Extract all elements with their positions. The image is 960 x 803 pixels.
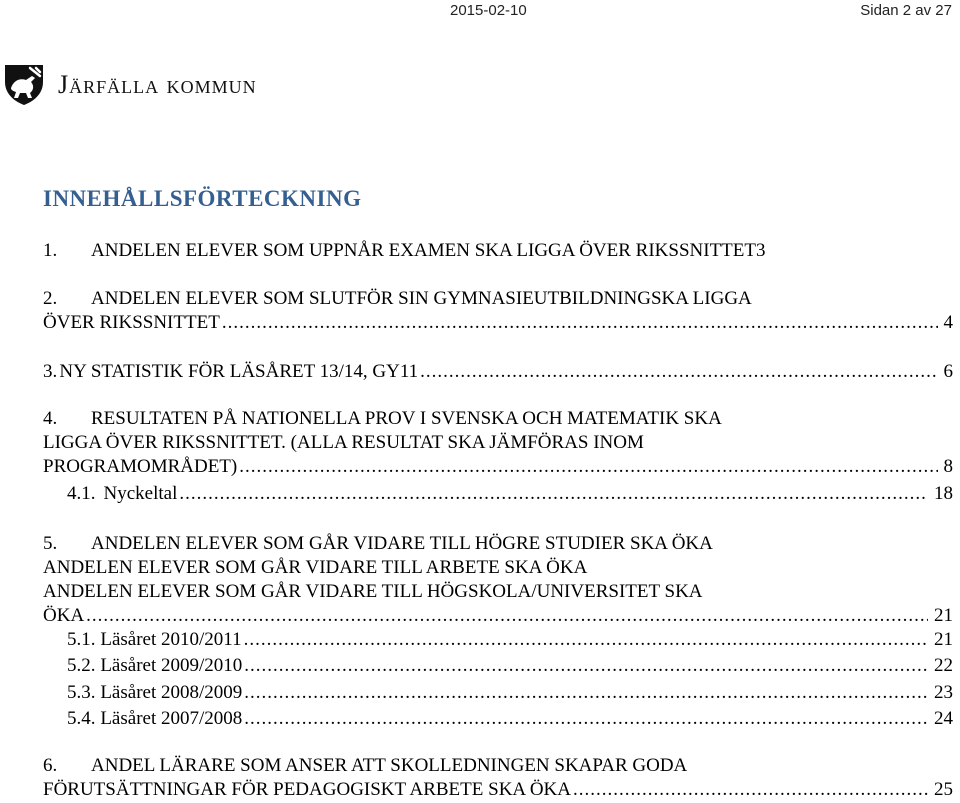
toc-entry-text: NY STATISTIK FÖR LÄSÅRET 13/14, GY11 bbox=[59, 361, 419, 382]
toc-entry-line[interactable] bbox=[43, 408, 953, 430]
toc-dot-leader bbox=[244, 655, 928, 677]
toc-entry-text: ANDELEN ELEVER SOM SLUTFÖR SIN GYMNASIEUTBILDNINGSKA LIGGA bbox=[91, 288, 752, 309]
toc-entry-number: 3. bbox=[43, 361, 58, 382]
toc-subentry-line[interactable] bbox=[67, 483, 953, 505]
toc-page-number: 6 bbox=[943, 361, 953, 382]
toc-subentry-line[interactable] bbox=[67, 629, 953, 651]
toc-entry-text: LIGGA ÖVER RIKSSNITTET. (ALLA RESULTAT SKA JÄMFÖRAS INOM bbox=[43, 432, 644, 453]
toc-entry-line[interactable] bbox=[43, 533, 953, 555]
toc-entry-line[interactable] bbox=[43, 432, 953, 454]
toc-entry-number: 1. bbox=[43, 240, 58, 261]
toc-entry-text: RESULTATEN PÅ NATIONELLA PROV I SVENSKA OCH MATEMATIK SKA bbox=[91, 408, 722, 429]
toc-entry-line[interactable] bbox=[43, 557, 953, 579]
toc-entry-line[interactable] bbox=[43, 361, 953, 383]
toc-entry-line[interactable] bbox=[43, 755, 953, 777]
toc-entry-text: Läsåret 2010/2011 bbox=[100, 629, 242, 650]
jarfalla-coat-of-arms-icon bbox=[2, 62, 46, 106]
toc-dot-leader bbox=[244, 629, 928, 651]
toc-page-number: 23 bbox=[934, 682, 953, 703]
toc-entry-number: 4. bbox=[43, 408, 58, 429]
toc-entry-number: 2. bbox=[43, 288, 58, 309]
header-page-number: Sidan 2 av 27 bbox=[860, 2, 952, 19]
toc-page-number: 18 bbox=[934, 483, 953, 504]
toc-entry-text: PROGRAMOMRÅDET) bbox=[43, 456, 238, 477]
toc-entry-text: ÖVER RIKSSNITTET bbox=[43, 312, 220, 333]
logo-text: Järfälla kommun bbox=[58, 70, 257, 99]
toc-dot-leader bbox=[573, 779, 928, 801]
toc-page-number: 24 bbox=[934, 708, 953, 729]
toc-entry-text: Läsåret 2007/2008 bbox=[100, 708, 243, 729]
toc-entry-number: 5. bbox=[43, 533, 58, 554]
toc-page-number: 21 bbox=[934, 629, 953, 650]
toc-entry-number: 5.4. bbox=[67, 708, 96, 729]
toc-entry-line[interactable] bbox=[43, 312, 953, 334]
toc-entry-number: 5.3. bbox=[67, 682, 96, 703]
toc-entry-text: ANDELEN ELEVER SOM UPPNÅR EXAMEN SKA LIGGA ÖVER RIKSSNITTET3 bbox=[91, 240, 766, 261]
toc-entry-number: 6. bbox=[43, 755, 58, 776]
toc-entry-line[interactable] bbox=[43, 456, 953, 478]
toc-dot-leader bbox=[244, 708, 928, 730]
header-date: 2015-02-10 bbox=[450, 2, 527, 19]
toc-entry-text: Läsåret 2008/2009 bbox=[100, 682, 243, 703]
toc-entry-text: ANDEL LÄRARE SOM ANSER ATT SKOLLEDNINGEN SKAPAR GODA bbox=[91, 755, 688, 776]
toc-dot-leader bbox=[179, 483, 928, 505]
toc-entry-text: ANDELEN ELEVER SOM GÅR VIDARE TILL ARBETE SKA ÖKA bbox=[43, 557, 588, 578]
toc-entry-number: 4.1. bbox=[67, 483, 96, 504]
toc-entry-text: ÖKA bbox=[43, 605, 85, 626]
toc-entry-line[interactable] bbox=[43, 581, 953, 603]
municipality-logo bbox=[0, 60, 300, 110]
toc-subentry-line[interactable] bbox=[67, 655, 953, 677]
toc-entry-text: ANDELEN ELEVER SOM GÅR VIDARE TILL HÖGSKOLA/UNIVERSITET SKA bbox=[43, 581, 703, 602]
toc-entry-number: 5.1. bbox=[67, 629, 96, 650]
toc-entry-text: Nyckeltal bbox=[103, 483, 178, 504]
toc-dot-leader bbox=[86, 605, 928, 627]
toc-dot-leader bbox=[244, 682, 928, 704]
toc-page-number: 22 bbox=[934, 655, 953, 676]
toc-entry-text: Läsåret 2009/2010 bbox=[100, 655, 243, 676]
toc-entry-line[interactable] bbox=[43, 605, 953, 627]
toc-page-number: 8 bbox=[943, 456, 953, 477]
toc-entry-line[interactable] bbox=[43, 779, 953, 801]
toc-page-number: 25 bbox=[934, 779, 953, 800]
toc-heading: INNEHÅLLSFÖRTECKNING bbox=[43, 186, 362, 211]
toc-entry-number: 5.2. bbox=[67, 655, 96, 676]
toc-entry-line[interactable] bbox=[43, 288, 953, 310]
toc-page-number: 4 bbox=[943, 312, 953, 333]
toc-subentry-line[interactable] bbox=[67, 682, 953, 704]
toc-page-number: 21 bbox=[934, 605, 953, 626]
toc-dot-leader bbox=[239, 456, 937, 478]
toc-subentry-line[interactable] bbox=[67, 708, 953, 730]
toc-entry-line[interactable] bbox=[43, 240, 953, 262]
toc-entry-text: FÖRUTSÄTTNINGAR FÖR PEDAGOGISKT ARBETE SKA ÖKA bbox=[43, 779, 572, 800]
toc-entry-text: ANDELEN ELEVER SOM GÅR VIDARE TILL HÖGRE STUDIER SKA ÖKA bbox=[91, 533, 713, 554]
toc-dot-leader bbox=[222, 312, 938, 334]
toc-dot-leader bbox=[420, 361, 937, 383]
